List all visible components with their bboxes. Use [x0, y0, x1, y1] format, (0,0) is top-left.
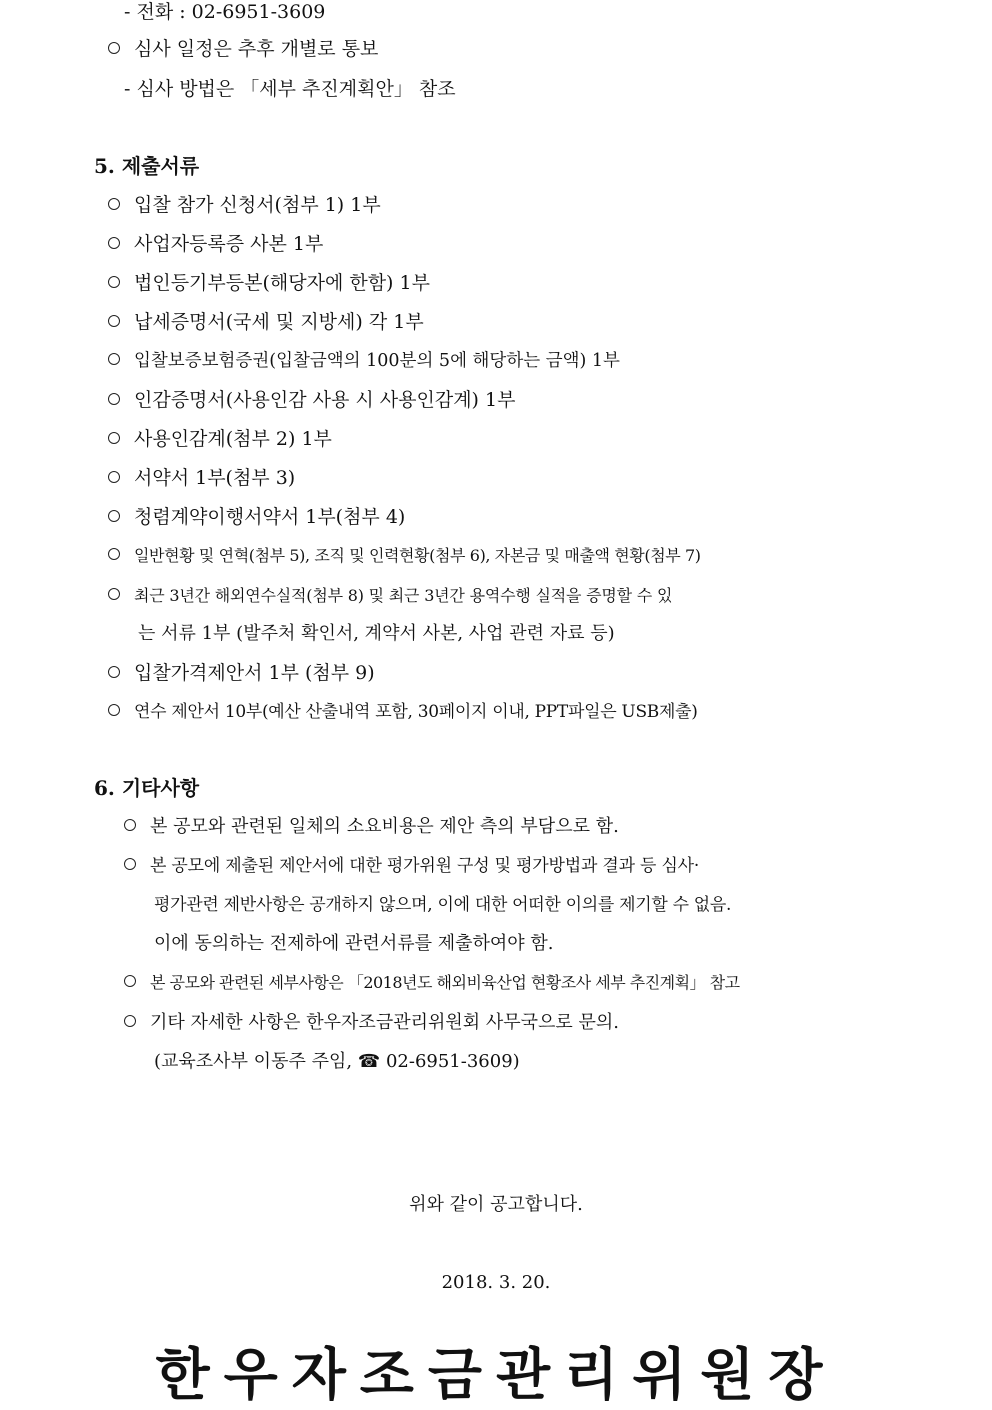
circle-bullet-icon	[108, 237, 120, 249]
section5-item: 입찰가격제안서 1부 (첨부 9)	[108, 661, 375, 685]
circle-bullet-icon	[108, 315, 120, 327]
contact-line	[154, 1050, 520, 1074]
closing-notice: 위와 같이 공고합니다.	[409, 1194, 583, 1215]
circle-bullet-icon	[124, 975, 136, 987]
circle-bullet-icon	[108, 666, 120, 678]
circle-bullet-icon	[108, 471, 120, 483]
contact-number: 02-6951-3609)	[385, 1051, 520, 1072]
section6-item-continuation: 평가관련 제반사항은 공개하지 않으며, 이에 대한 어떠한 이의를 제기할 수 없음.	[154, 895, 732, 915]
circle-bullet-icon	[108, 548, 120, 560]
circle-bullet-icon	[108, 393, 120, 405]
section6-item: 본 공모와 관련된 일체의 소요비용은 제안 측의 부담으로 함.	[124, 815, 619, 839]
section6-item-continuation: 이에 동의하는 전제하에 관련서류를 제출하여야 함.	[154, 933, 554, 954]
section6-item: 기타 자세한 사항은 한우자조금관리위원회 사무국으로 문의.	[124, 1011, 619, 1035]
section5-item: 일반현황 및 연혁(첨부 5), 조직 및 인력현황(첨부 6), 자본금 및 매출액 현황(첨부 7)	[108, 544, 701, 568]
section5-item: 최근 3년간 해외연수실적(첨부 8) 및 최근 3년간 용역수행 실적을 증명할 수 있	[108, 584, 672, 608]
section5-item: 법인등기부등본(해당자에 한함) 1부	[108, 271, 430, 295]
circle-bullet-icon	[108, 432, 120, 444]
circle-bullet-icon	[108, 704, 120, 716]
section5-item: 사용인감계(첨부 2) 1부	[108, 427, 332, 451]
contact-label: (교육조사부 이동주 주임,	[154, 1051, 353, 1072]
phone-line: - 전화 : 02-6951-3609	[124, 1, 326, 23]
circle-bullet-icon	[124, 858, 136, 870]
circle-bullet-icon	[108, 353, 120, 365]
circle-bullet-icon	[108, 42, 120, 54]
section5-item: 연수 제안서 10부(예산 산출내역 포함, 30페이지 이내, PPT파일은 USB제출)	[108, 700, 698, 724]
section5-item: 서약서 1부(첨부 3)	[108, 466, 295, 490]
section6-item: 본 공모에 제출된 제안서에 대한 평가위원 구성 및 평가방법과 결과 등 심사·	[124, 854, 699, 878]
section5-item: 인감증명서(사용인감 사용 시 사용인감계) 1부	[108, 388, 515, 412]
signature-title: 한우자조금관리위원장	[155, 1342, 837, 1408]
section5-item: 납세증명서(국세 및 지방세) 각 1부	[108, 310, 424, 334]
section6-title: 6. 기타사항	[94, 776, 200, 800]
closing-date: 2018. 3. 20.	[441, 1272, 551, 1293]
section5-item: 사업자등록증 사본 1부	[108, 232, 323, 256]
section5-title: 5. 제출서류	[94, 154, 200, 178]
circle-bullet-icon	[124, 1015, 136, 1027]
section5-item-continuation: 는 서류 1부 (발주처 확인서, 계약서 사본, 사업 관련 자료 등)	[138, 623, 615, 644]
method-line: - 심사 방법은 「세부 추진계획안」 참조	[124, 78, 456, 100]
section5-item: 입찰보증보험증권(입찰금액의 100분의 5에 해당하는 금액) 1부	[108, 349, 620, 373]
schedule-line: 심사 일정은 추후 개별로 통보	[108, 37, 378, 61]
section5-item: 입찰 참가 신청서(첨부 1) 1부	[108, 193, 381, 217]
phone-icon: ☎	[357, 1051, 381, 1072]
circle-bullet-icon	[108, 276, 120, 288]
section6-item: 본 공모와 관련된 세부사항은 「2018년도 해외비육산업 현황조사 세부 추진계획」 참고	[124, 971, 740, 995]
circle-bullet-icon	[124, 819, 136, 831]
circle-bullet-icon	[108, 510, 120, 522]
circle-bullet-icon	[108, 588, 120, 600]
circle-bullet-icon	[108, 198, 120, 210]
section5-item: 청렴계약이행서약서 1부(첨부 4)	[108, 505, 405, 529]
